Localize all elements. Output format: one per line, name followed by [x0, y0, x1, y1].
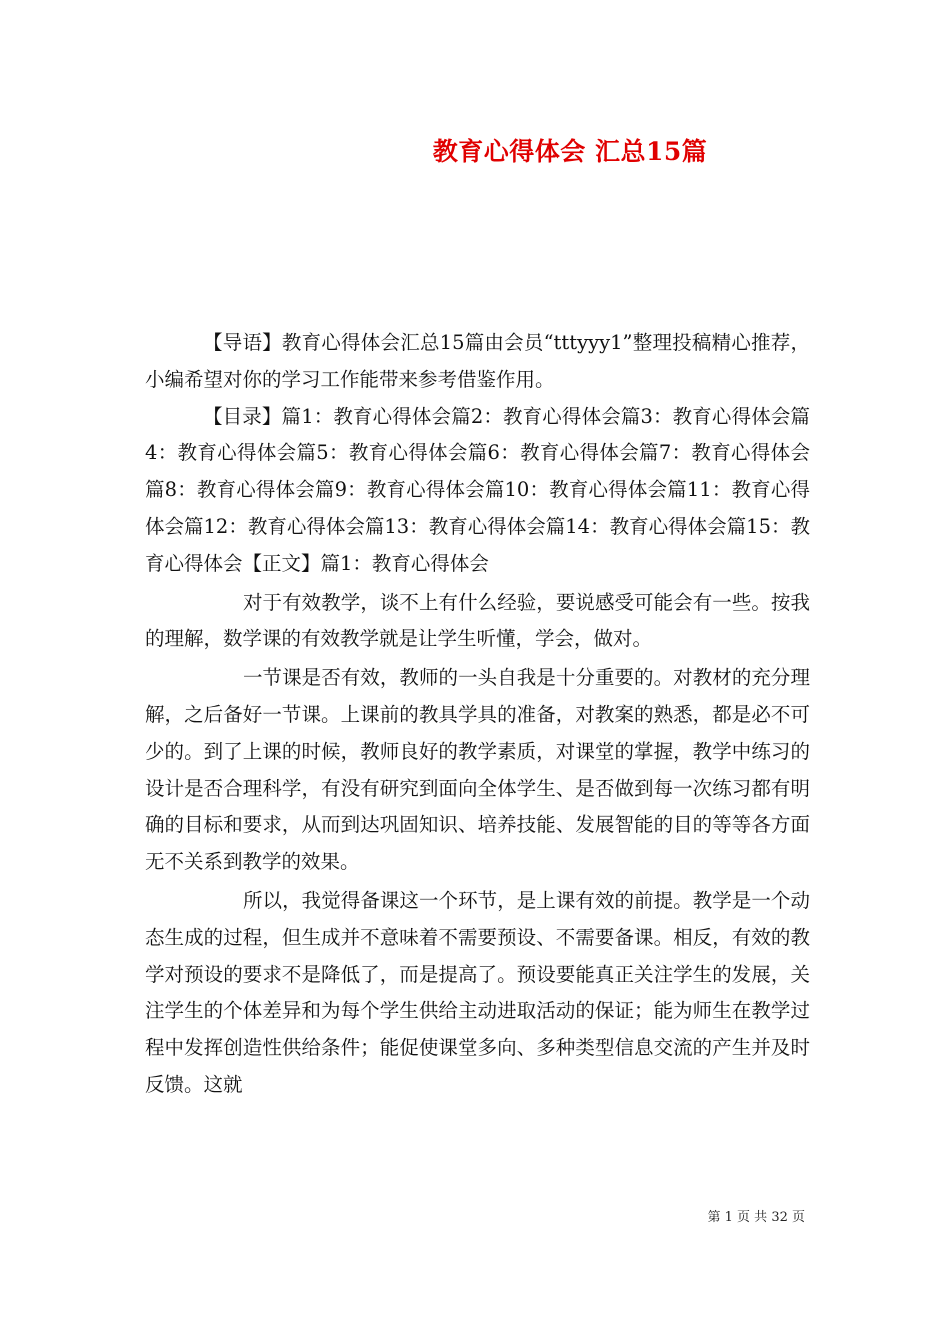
body-paragraph: 一节课是否有效，教师的一头自我是十分重要的。对教材的充分理解，之后备好一节课。上课前的教具学具的准备，对教案的熟悉，都是必不可少的。到了上课的时候，教师良好的教学素质，对课堂的掌握，教学中练习的设计是否合理科学，有没有研究到面向全体学生、是否做到每一次练习都有明确的目标和要求，从而到达巩固知识、培养技能、发展智能的目的等等各方面无不关系到教学的效果。	[145, 666, 810, 874]
body-paragraph: 所以，我觉得备课这一个环节，是上课有效的前提。教学是一个动态生成的过程，但生成并不意味着不需要预设、不需要备课。相反，有效的教学对预设的要求不是降低了，而是提高了。预设要能真正关注学生的发展，关注学生的个体差异和为每个学生供给主动进取活动的保证；能为师生在教学过程中发挥创造性供给条件；能促使课堂多向、多种类型信息交流的产生并及时反馈。这就	[145, 888, 810, 1096]
document-title: 教育心得体会 汇总15篇	[432, 137, 708, 166]
body-paragraph: 对于有效教学，谈不上有什么经验，要说感受可能会有一些。按我的理解，数学课的有效教学就是让学生听懂，学会，做对。	[145, 590, 810, 651]
document-body	[145, 325, 810, 1104]
guide-paragraph: 【导语】教育心得体会汇总15篇由会员“tttyyy1”整理投稿精心推荐，小编希望对你的学习工作能带来参考借鉴作用。	[145, 331, 810, 391]
page-number-footer: 第 1 页 共 32 页	[707, 1210, 805, 1225]
toc-paragraph: 【目录】篇1：教育心得体会篇2：教育心得体会篇3：教育心得体会篇4：教育心得体会篇5：教育心得体会篇6：教育心得体会篇7：教育心得体会篇8：教育心得体会篇9：教育心得体会篇10：教育心得体会篇11：教育心得体会篇12：教育心得体会篇13：教育心得体会篇14：教育心得体会篇15：教育心得体会【正文】篇1：教育心得体会	[145, 404, 810, 575]
